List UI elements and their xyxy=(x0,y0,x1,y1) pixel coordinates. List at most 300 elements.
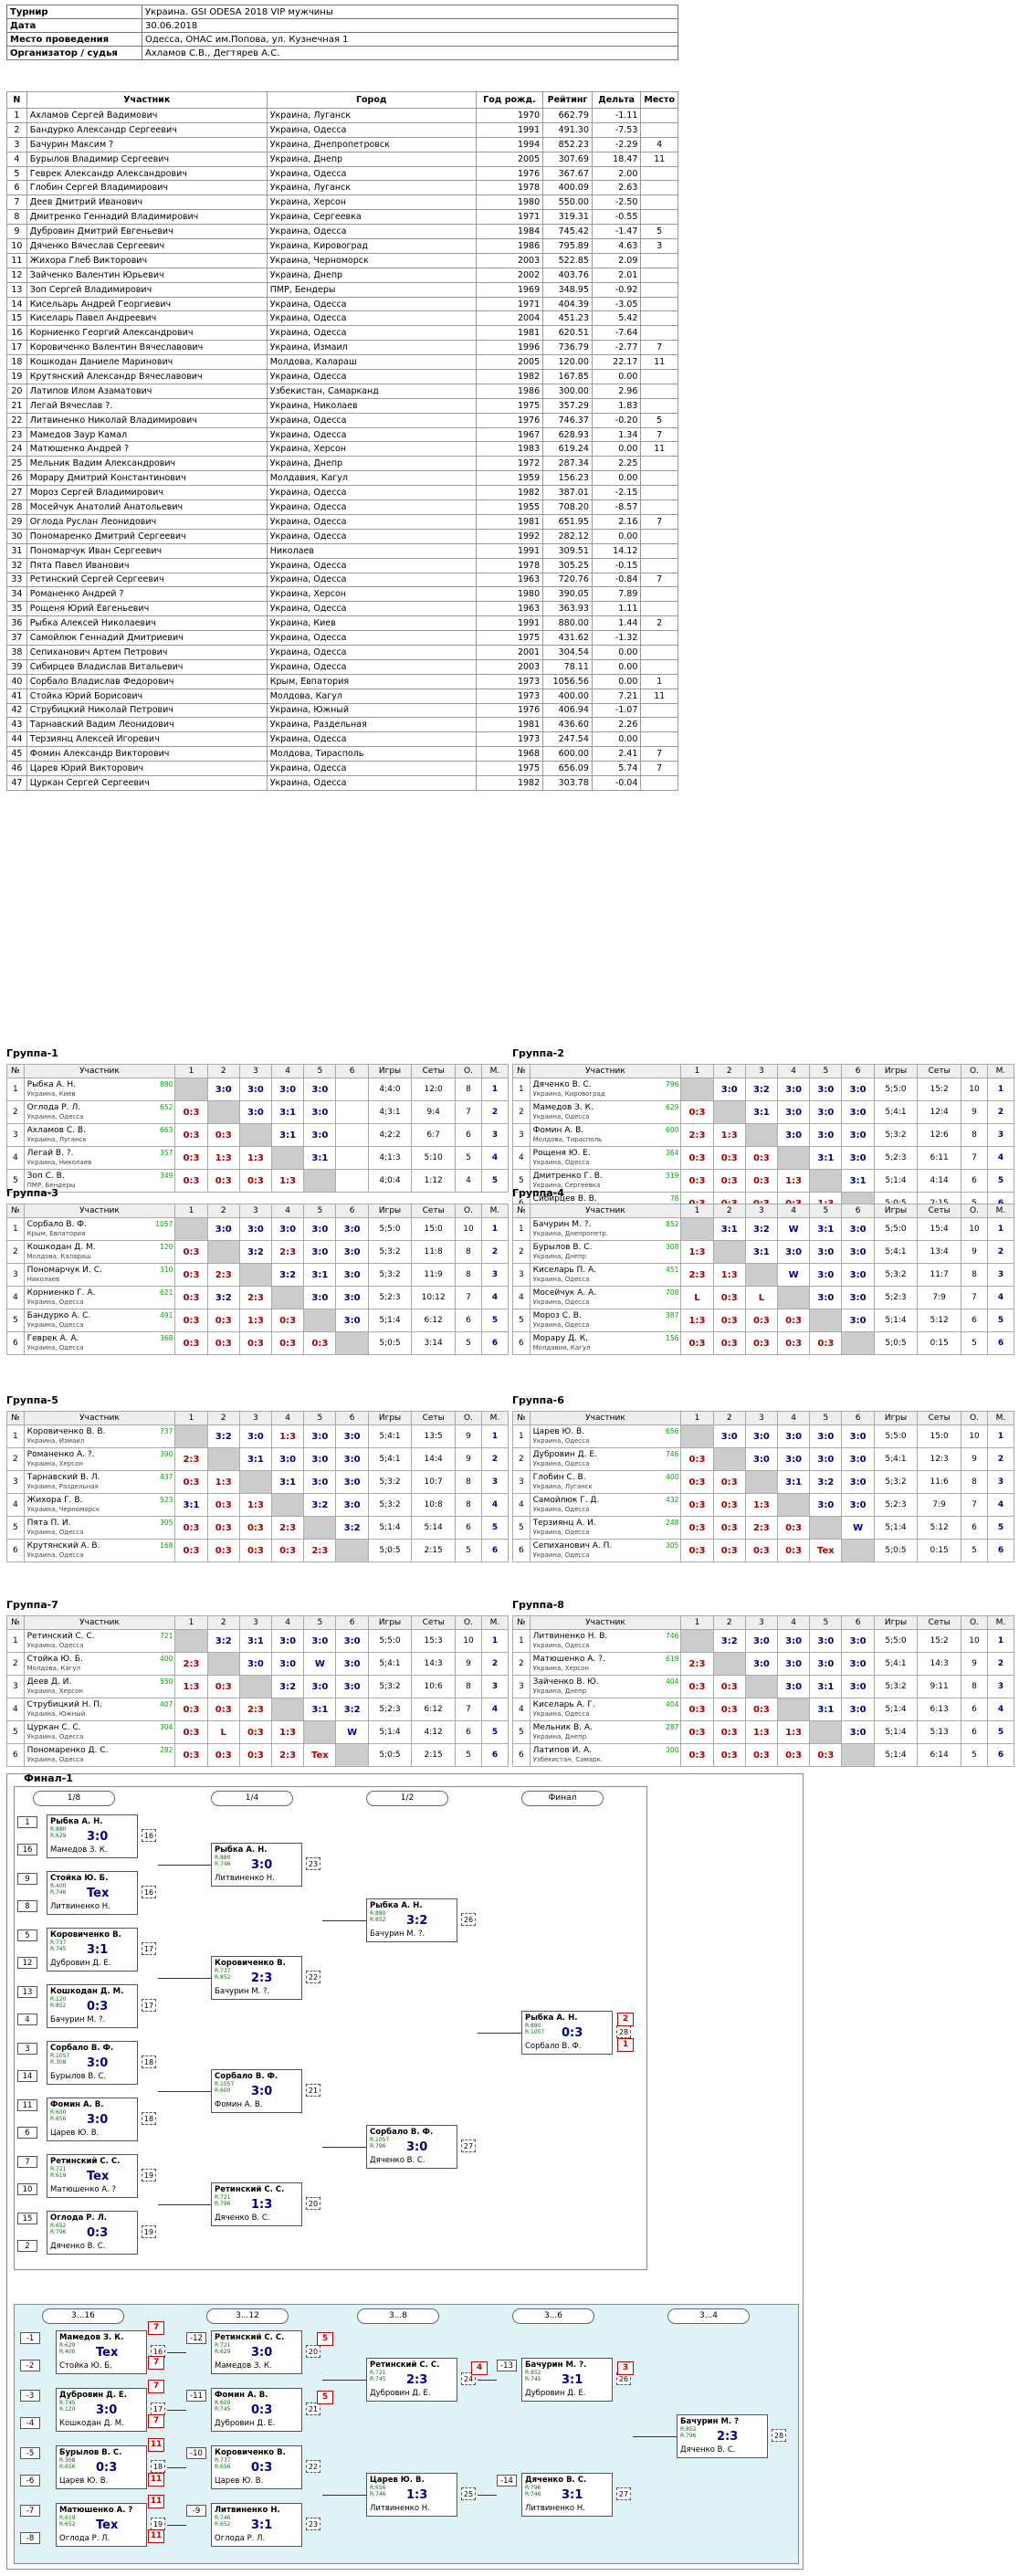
match-ratings: R:1057 R:796 xyxy=(370,2137,390,2150)
row-number: 1 xyxy=(7,1078,25,1101)
points-cell: 8 xyxy=(455,1264,481,1287)
diagonal-cell xyxy=(304,1517,336,1540)
place-badge: 11 xyxy=(148,2529,164,2543)
row-number: 3 xyxy=(7,1676,25,1698)
table-cell: Бандурко Александр Сергеевич xyxy=(26,122,267,137)
player-city: Молдова, Калараш xyxy=(26,1253,91,1260)
table-cell: -1.47 xyxy=(592,225,640,239)
points-cell: 6 xyxy=(961,1309,987,1332)
match-result: 0:3 xyxy=(272,1309,304,1332)
table-cell: 282.12 xyxy=(543,529,593,543)
table-row xyxy=(7,181,678,195)
match-ratings: R:746 R:652 xyxy=(215,2515,231,2528)
player-rating: 248 xyxy=(666,1519,679,1527)
seed-number: -4 xyxy=(20,2417,40,2429)
table-cell: Украина, Луганск xyxy=(267,181,476,195)
group-header-cell: 4 xyxy=(272,1204,304,1218)
group-header-cell: Участник xyxy=(24,1412,175,1425)
match-player-1: Оглода Р. Л. xyxy=(50,2213,107,2223)
player-rating: 663 xyxy=(160,1126,173,1134)
bracket-match xyxy=(47,1928,138,1971)
points-cell: 6 xyxy=(961,1721,987,1744)
player-cell xyxy=(24,1218,175,1241)
match-result: 3:0 xyxy=(842,1124,874,1147)
table-cell: Латипов Илом Азаматович xyxy=(26,384,267,398)
match-result: 0:3 xyxy=(175,1721,207,1744)
row-number: 2 xyxy=(7,1101,25,1124)
diagonal-cell xyxy=(810,1721,842,1744)
sets-cell: 11:7 xyxy=(918,1264,961,1287)
table-cell: Глобин Сергей Владимирович xyxy=(26,181,267,195)
table-cell: Легай Вячеслав ?. xyxy=(26,398,267,413)
sets-cell: 5:13 xyxy=(918,1721,961,1744)
table-cell: 2.63 xyxy=(592,181,640,195)
match-result: Tex xyxy=(304,1744,336,1767)
group-row xyxy=(513,1448,1014,1471)
sets-cell: 10:12 xyxy=(412,1287,456,1309)
table-row xyxy=(7,137,678,152)
match-result: 0:3 xyxy=(175,1332,207,1355)
player-name: Легай В. ?. xyxy=(26,1149,74,1158)
group-header-cell: 1 xyxy=(681,1204,713,1218)
diagonal-cell xyxy=(272,1698,304,1721)
drop-seed: -13 xyxy=(497,2360,517,2371)
match-ratings: R:880 R:852 xyxy=(370,1910,386,1923)
table-cell: Украина, Раздельная xyxy=(267,718,476,732)
group-header-cell: № xyxy=(513,1412,531,1425)
table-cell: 4.63 xyxy=(592,239,640,254)
table-cell: Бачурин Максим ? xyxy=(26,137,267,152)
match-result: 2:3 xyxy=(239,1698,271,1721)
table-cell: 11 xyxy=(641,355,678,370)
group-row xyxy=(513,1494,1014,1517)
place-cell: 3 xyxy=(987,1124,1014,1147)
match-result: 3:2 xyxy=(304,1494,336,1517)
match-result: 2:3 xyxy=(175,1448,207,1471)
table-row xyxy=(7,326,678,341)
games-cell: 5;2:3 xyxy=(874,1494,918,1517)
match-player-1: Кошкодан Д. М. xyxy=(50,1987,124,1996)
player-cell xyxy=(530,1494,681,1517)
group-title: Группа-8 xyxy=(512,1599,564,1611)
points-cell: 6 xyxy=(455,1517,481,1540)
player-cell xyxy=(24,1698,175,1721)
table-cell: 403.76 xyxy=(543,268,593,282)
player-name: Мамедов З. К. xyxy=(532,1103,594,1112)
player-rating: 491 xyxy=(160,1311,173,1320)
points-cell: 7 xyxy=(961,1287,987,1309)
table-row xyxy=(7,109,678,123)
match-ratings: R:619 R:652 xyxy=(59,2515,76,2528)
points-cell: 5 xyxy=(961,1540,987,1562)
games-cell: 4;4:0 xyxy=(368,1078,412,1101)
sets-cell: 15:2 xyxy=(918,1630,961,1653)
table-cell: Литвиненко Николай Владимирович xyxy=(26,413,267,427)
match-player-1: Фомин А. В. xyxy=(215,2391,268,2400)
table-cell xyxy=(641,297,678,311)
place-badge: 7 xyxy=(148,2414,164,2428)
match-player-1: Сорбало В. Ф. xyxy=(215,2072,278,2081)
table-cell: Цуркан Сергей Сергеевич xyxy=(26,775,267,790)
match-result: 3:0 xyxy=(713,1078,745,1101)
points-cell: 8 xyxy=(455,1676,481,1698)
points-cell: 7 xyxy=(455,1101,481,1124)
table-cell: Украина, Одесса xyxy=(267,602,476,616)
place-cell: 6 xyxy=(481,1744,508,1767)
info-label: Турнир xyxy=(7,5,142,19)
match-result: 3:0 xyxy=(239,1653,271,1676)
player-name: Романенко А. ?. xyxy=(26,1450,95,1459)
player-rating: 287 xyxy=(666,1723,679,1731)
match-result: W xyxy=(304,1653,336,1676)
player-city: Украина, Одесса xyxy=(26,1321,84,1329)
games-cell: 5;0:5 xyxy=(874,1332,918,1355)
table-cell xyxy=(641,602,678,616)
match-result: 3:0 xyxy=(336,1241,368,1264)
player-cell xyxy=(24,1721,175,1744)
match-result: 2:3 xyxy=(239,1287,271,1309)
diagonal-cell xyxy=(778,1494,810,1517)
table-cell: 4 xyxy=(7,152,27,166)
player-name: Стойка Ю. Б. xyxy=(26,1655,83,1664)
table-cell: 2.26 xyxy=(592,718,640,732)
seed-number: 5 xyxy=(17,1929,37,1941)
player-city: Крым, Евпатория xyxy=(26,1230,86,1237)
table-row xyxy=(7,311,678,326)
points-cell: 8 xyxy=(961,1264,987,1287)
points-cell: 10 xyxy=(455,1218,481,1241)
place-cell: 5 xyxy=(481,1721,508,1744)
final-1-title: Финал-1 xyxy=(24,1772,73,1784)
games-cell: 5;2:3 xyxy=(368,1287,412,1309)
player-cell xyxy=(530,1218,681,1241)
match-result: 3:1 xyxy=(778,1471,810,1494)
group-title: Группа-1 xyxy=(6,1047,58,1059)
player-city: Украина, Луганск xyxy=(532,1483,593,1490)
group-header-cell: Участник xyxy=(24,1616,175,1630)
table-cell: 7 xyxy=(641,747,678,762)
match-ratings: R:308 R:656 xyxy=(59,2457,76,2470)
table-cell: 5.42 xyxy=(592,311,640,326)
table-cell: 1996 xyxy=(476,341,542,355)
bracket-match xyxy=(211,2182,302,2226)
match-result: 3:0 xyxy=(272,1448,304,1471)
match-ratings: R:600 R:656 xyxy=(50,2109,67,2122)
round-header: 3...6 xyxy=(512,2308,594,2324)
match-result: 3:0 xyxy=(842,1471,874,1494)
table-row xyxy=(7,152,678,166)
games-cell: 5;3:2 xyxy=(368,1676,412,1698)
bracket-line xyxy=(322,2380,366,2381)
match-number: 20 xyxy=(306,2345,320,2358)
match-ratings: R:745 R:120 xyxy=(59,2400,76,2413)
group-header-row xyxy=(513,1204,1014,1218)
table-cell: 47 xyxy=(7,775,27,790)
match-result: 0:3 xyxy=(713,1170,745,1193)
table-row xyxy=(7,587,678,602)
match-player-2: Дяченко В. С. xyxy=(50,2242,106,2251)
table-cell: 18 xyxy=(7,355,27,370)
points-cell: 6 xyxy=(455,1309,481,1332)
match-score: 2:3 xyxy=(406,2373,428,2387)
group-header-cell: 3 xyxy=(239,1204,271,1218)
player-rating: 721 xyxy=(160,1632,173,1640)
points-cell: 9 xyxy=(961,1653,987,1676)
place-cell: 2 xyxy=(481,1653,508,1676)
player-rating: 523 xyxy=(160,1496,173,1504)
table-cell: 1056.56 xyxy=(543,674,593,689)
group-header-cell: Сеты xyxy=(918,1412,961,1425)
bracket-line xyxy=(322,2495,366,2496)
drop-seed: -12 xyxy=(186,2332,206,2344)
place-cell: 2 xyxy=(987,1101,1014,1124)
group-header-cell: 3 xyxy=(239,1065,271,1078)
games-cell: 5;4:1 xyxy=(874,1653,918,1676)
games-cell: 5;0:5 xyxy=(874,1540,918,1562)
table-row xyxy=(7,457,678,471)
row-number: 5 xyxy=(513,1721,531,1744)
table-cell: 2004 xyxy=(476,311,542,326)
player-cell xyxy=(530,1147,681,1170)
player-cell xyxy=(24,1264,175,1287)
table-cell: 34 xyxy=(7,587,27,602)
row-number: 2 xyxy=(7,1448,25,1471)
seed-number: -8 xyxy=(20,2532,40,2544)
games-cell: 5;4:1 xyxy=(368,1425,412,1448)
place-cell: 2 xyxy=(987,1448,1014,1471)
table-cell xyxy=(641,311,678,326)
match-result: 3:0 xyxy=(239,1425,271,1448)
table-cell: 451.23 xyxy=(543,311,593,326)
player-cell xyxy=(24,1448,175,1471)
table-row xyxy=(7,210,678,225)
group-header-cell: О. xyxy=(455,1204,481,1218)
group-table xyxy=(512,1064,1014,1215)
player-cell xyxy=(530,1241,681,1264)
bracket-match xyxy=(56,2503,147,2547)
games-cell: 5;1:4 xyxy=(874,1309,918,1332)
table-cell: 7 xyxy=(641,762,678,776)
diagonal-cell xyxy=(239,1471,271,1494)
table-cell: Украина, Луганск xyxy=(267,109,476,123)
group-header-cell: Игры xyxy=(368,1065,412,1078)
table-row xyxy=(7,384,678,398)
match-player-1: Бурылов В. С. xyxy=(59,2448,122,2457)
place-cell: 5 xyxy=(481,1170,508,1193)
table-cell: 720.76 xyxy=(543,573,593,587)
table-cell: Царев Юрий Викторович xyxy=(26,762,267,776)
match-ratings: R:656 R:746 xyxy=(370,2485,386,2497)
group-header-cell: 3 xyxy=(239,1412,271,1425)
table-cell: 24 xyxy=(7,442,27,457)
player-rating: 308 xyxy=(666,1243,679,1251)
match-result: 0:3 xyxy=(745,1332,777,1355)
players-header-cell: Участник xyxy=(26,92,267,109)
match-result: 3:0 xyxy=(745,1425,777,1448)
table-cell: Морару Дмитрий Константинович xyxy=(26,471,267,486)
group-header-cell: 6 xyxy=(842,1412,874,1425)
row-number: 6 xyxy=(513,1744,531,1767)
table-cell: 23 xyxy=(7,427,27,442)
table-cell: 45 xyxy=(7,747,27,762)
table-cell: Украина, Херсон xyxy=(267,195,476,210)
table-cell: -2.77 xyxy=(592,341,640,355)
match-score: 2:3 xyxy=(717,2430,739,2444)
player-rating: 451 xyxy=(666,1266,679,1274)
player-cell xyxy=(24,1744,175,1767)
match-result: 1:3 xyxy=(745,1721,777,1744)
group-header-cell: 5 xyxy=(304,1065,336,1078)
player-rating: 737 xyxy=(160,1427,173,1435)
bracket-match xyxy=(521,2473,613,2517)
table-cell: 400.09 xyxy=(543,181,593,195)
games-cell: 5;5:0 xyxy=(874,1218,918,1241)
table-cell xyxy=(641,631,678,646)
match-ratings: R:400 R:746 xyxy=(50,1883,67,1896)
table-cell: Украина, Одесса xyxy=(267,500,476,515)
player-city: Украина, Днепр xyxy=(532,1688,587,1695)
match-score: 3:0 xyxy=(251,2085,273,2098)
table-cell: Молдавия, Кагул xyxy=(267,471,476,486)
table-cell xyxy=(641,282,678,297)
table-cell: Украина, Днепр xyxy=(267,457,476,471)
group-table xyxy=(512,1411,1014,1562)
match-number: 26 xyxy=(616,2372,631,2385)
table-cell xyxy=(641,166,678,181)
games-cell: 5;5:0 xyxy=(874,1425,918,1448)
diagonal-cell xyxy=(713,1653,745,1676)
group-header-cell: 4 xyxy=(272,1616,304,1630)
match-ratings: R:737 R:852 xyxy=(215,1968,231,1981)
match-player-2: Дубровин Д. Е. xyxy=(525,2389,586,2398)
info-value: Одесса, ОНАС им.Попова, ул. Кузнечная 1 xyxy=(142,33,678,47)
table-row xyxy=(7,239,678,254)
table-cell: 2001 xyxy=(476,645,542,659)
table-cell: Деев Дмитрий Иванович xyxy=(26,195,267,210)
table-cell: Зайченко Валентин Юрьевич xyxy=(26,268,267,282)
table-row xyxy=(7,268,678,282)
place-cell: 6 xyxy=(481,1332,508,1355)
table-cell: 7 xyxy=(7,195,27,210)
match-result: 3:0 xyxy=(778,1101,810,1124)
sets-cell: 11:8 xyxy=(412,1241,456,1264)
match-result: 0:3 xyxy=(239,1332,271,1355)
group-header-cell: 6 xyxy=(336,1412,368,1425)
group-title: Группа-4 xyxy=(512,1187,564,1199)
table-row xyxy=(7,543,678,558)
match-number: 21 xyxy=(306,2084,320,2097)
table-cell: Мороз Сергей Владимирович xyxy=(26,486,267,500)
bracket-line xyxy=(478,2495,497,2496)
match-result: 0:3 xyxy=(713,1517,745,1540)
player-name: Матюшенко А. ?. xyxy=(532,1655,605,1664)
match-result: 0:3 xyxy=(175,1170,207,1193)
table-cell: -1.11 xyxy=(592,109,640,123)
group-header-cell: М. xyxy=(987,1204,1014,1218)
match-result: 0:3 xyxy=(713,1332,745,1355)
place-badge: 4 xyxy=(471,2361,488,2375)
table-cell xyxy=(641,457,678,471)
table-cell: Терзиянц Алексей Игоревич xyxy=(26,732,267,747)
table-cell: 247.54 xyxy=(543,732,593,747)
match-score: 3:0 xyxy=(251,1858,273,1872)
match-ratings: R:120 R:852 xyxy=(50,1996,67,2009)
table-cell: Украина, Днепр xyxy=(267,268,476,282)
group-header-cell: М. xyxy=(481,1204,508,1218)
match-result: 1:3 xyxy=(239,1309,271,1332)
group-title: Группа-3 xyxy=(6,1187,58,1199)
player-cell xyxy=(530,1332,681,1355)
player-cell xyxy=(24,1630,175,1653)
place-cell: 3 xyxy=(987,1676,1014,1698)
match-result: 3:0 xyxy=(842,1101,874,1124)
seed-number: -3 xyxy=(20,2390,40,2402)
table-cell: -3.05 xyxy=(592,297,640,311)
seed-number: 12 xyxy=(17,1957,37,1969)
table-cell: 8 xyxy=(7,210,27,225)
place-badge: 7 xyxy=(148,2321,164,2335)
match-ratings: R:852 R:745 xyxy=(525,2370,541,2382)
table-cell xyxy=(641,370,678,384)
match-player-1: Ретинский С. С. xyxy=(370,2360,440,2370)
match-player-2: Дяченко В. С. xyxy=(215,2213,270,2223)
match-result: 1:3 xyxy=(778,1721,810,1744)
row-number: 4 xyxy=(513,1698,531,1721)
points-cell: 8 xyxy=(961,1471,987,1494)
match-result: 0:3 xyxy=(175,1698,207,1721)
diagonal-cell xyxy=(239,1124,271,1147)
bracket-match xyxy=(366,1898,457,1942)
table-cell: Молдова, Кагул xyxy=(267,689,476,703)
player-city: Украина, Одесса xyxy=(26,1529,84,1536)
table-cell: 5 xyxy=(7,166,27,181)
table-cell: Сорбало Владислав Федорович xyxy=(26,674,267,689)
match-player-1: Рыбка А. Н. xyxy=(525,2013,578,2023)
bracket-line xyxy=(322,1920,366,1921)
table-cell xyxy=(641,326,678,341)
points-cell: 8 xyxy=(455,1078,481,1101)
match-result: 0:3 xyxy=(272,1540,304,1562)
player-city: Украина, Одесса xyxy=(532,1113,590,1120)
place-cell: 1 xyxy=(481,1425,508,1448)
player-rating: 310 xyxy=(160,1266,173,1274)
match-number: 26 xyxy=(461,1913,476,1926)
table-cell: Геврек Александр Александрович xyxy=(26,166,267,181)
table-cell: 0.00 xyxy=(592,529,640,543)
table-cell: Крутянский Александр Вячеславович xyxy=(26,370,267,384)
match-result: 0:3 xyxy=(778,1309,810,1332)
sets-cell: 12:3 xyxy=(918,1448,961,1471)
games-cell: 5;4:1 xyxy=(874,1101,918,1124)
table-cell: Жихора Глеб Викторович xyxy=(26,253,267,268)
table-cell: 1971 xyxy=(476,210,542,225)
table-row xyxy=(7,166,678,181)
group-header-cell: Сеты xyxy=(412,1065,456,1078)
player-cell xyxy=(530,1676,681,1698)
player-city: Украина, Одесса xyxy=(26,1756,84,1763)
table-cell: 20 xyxy=(7,384,27,398)
row-number: 2 xyxy=(513,1241,531,1264)
row-number: 1 xyxy=(7,1425,25,1448)
players-header-cell: Год рожд. xyxy=(476,92,542,109)
match-ratings: R:880 R:1057 xyxy=(525,2023,545,2035)
table-cell: 78.11 xyxy=(543,659,593,674)
table-cell: 5.74 xyxy=(592,762,640,776)
row-number: 5 xyxy=(513,1517,531,1540)
table-row xyxy=(7,282,678,297)
match-result: L xyxy=(681,1287,713,1309)
match-result: 3:0 xyxy=(336,1494,368,1517)
